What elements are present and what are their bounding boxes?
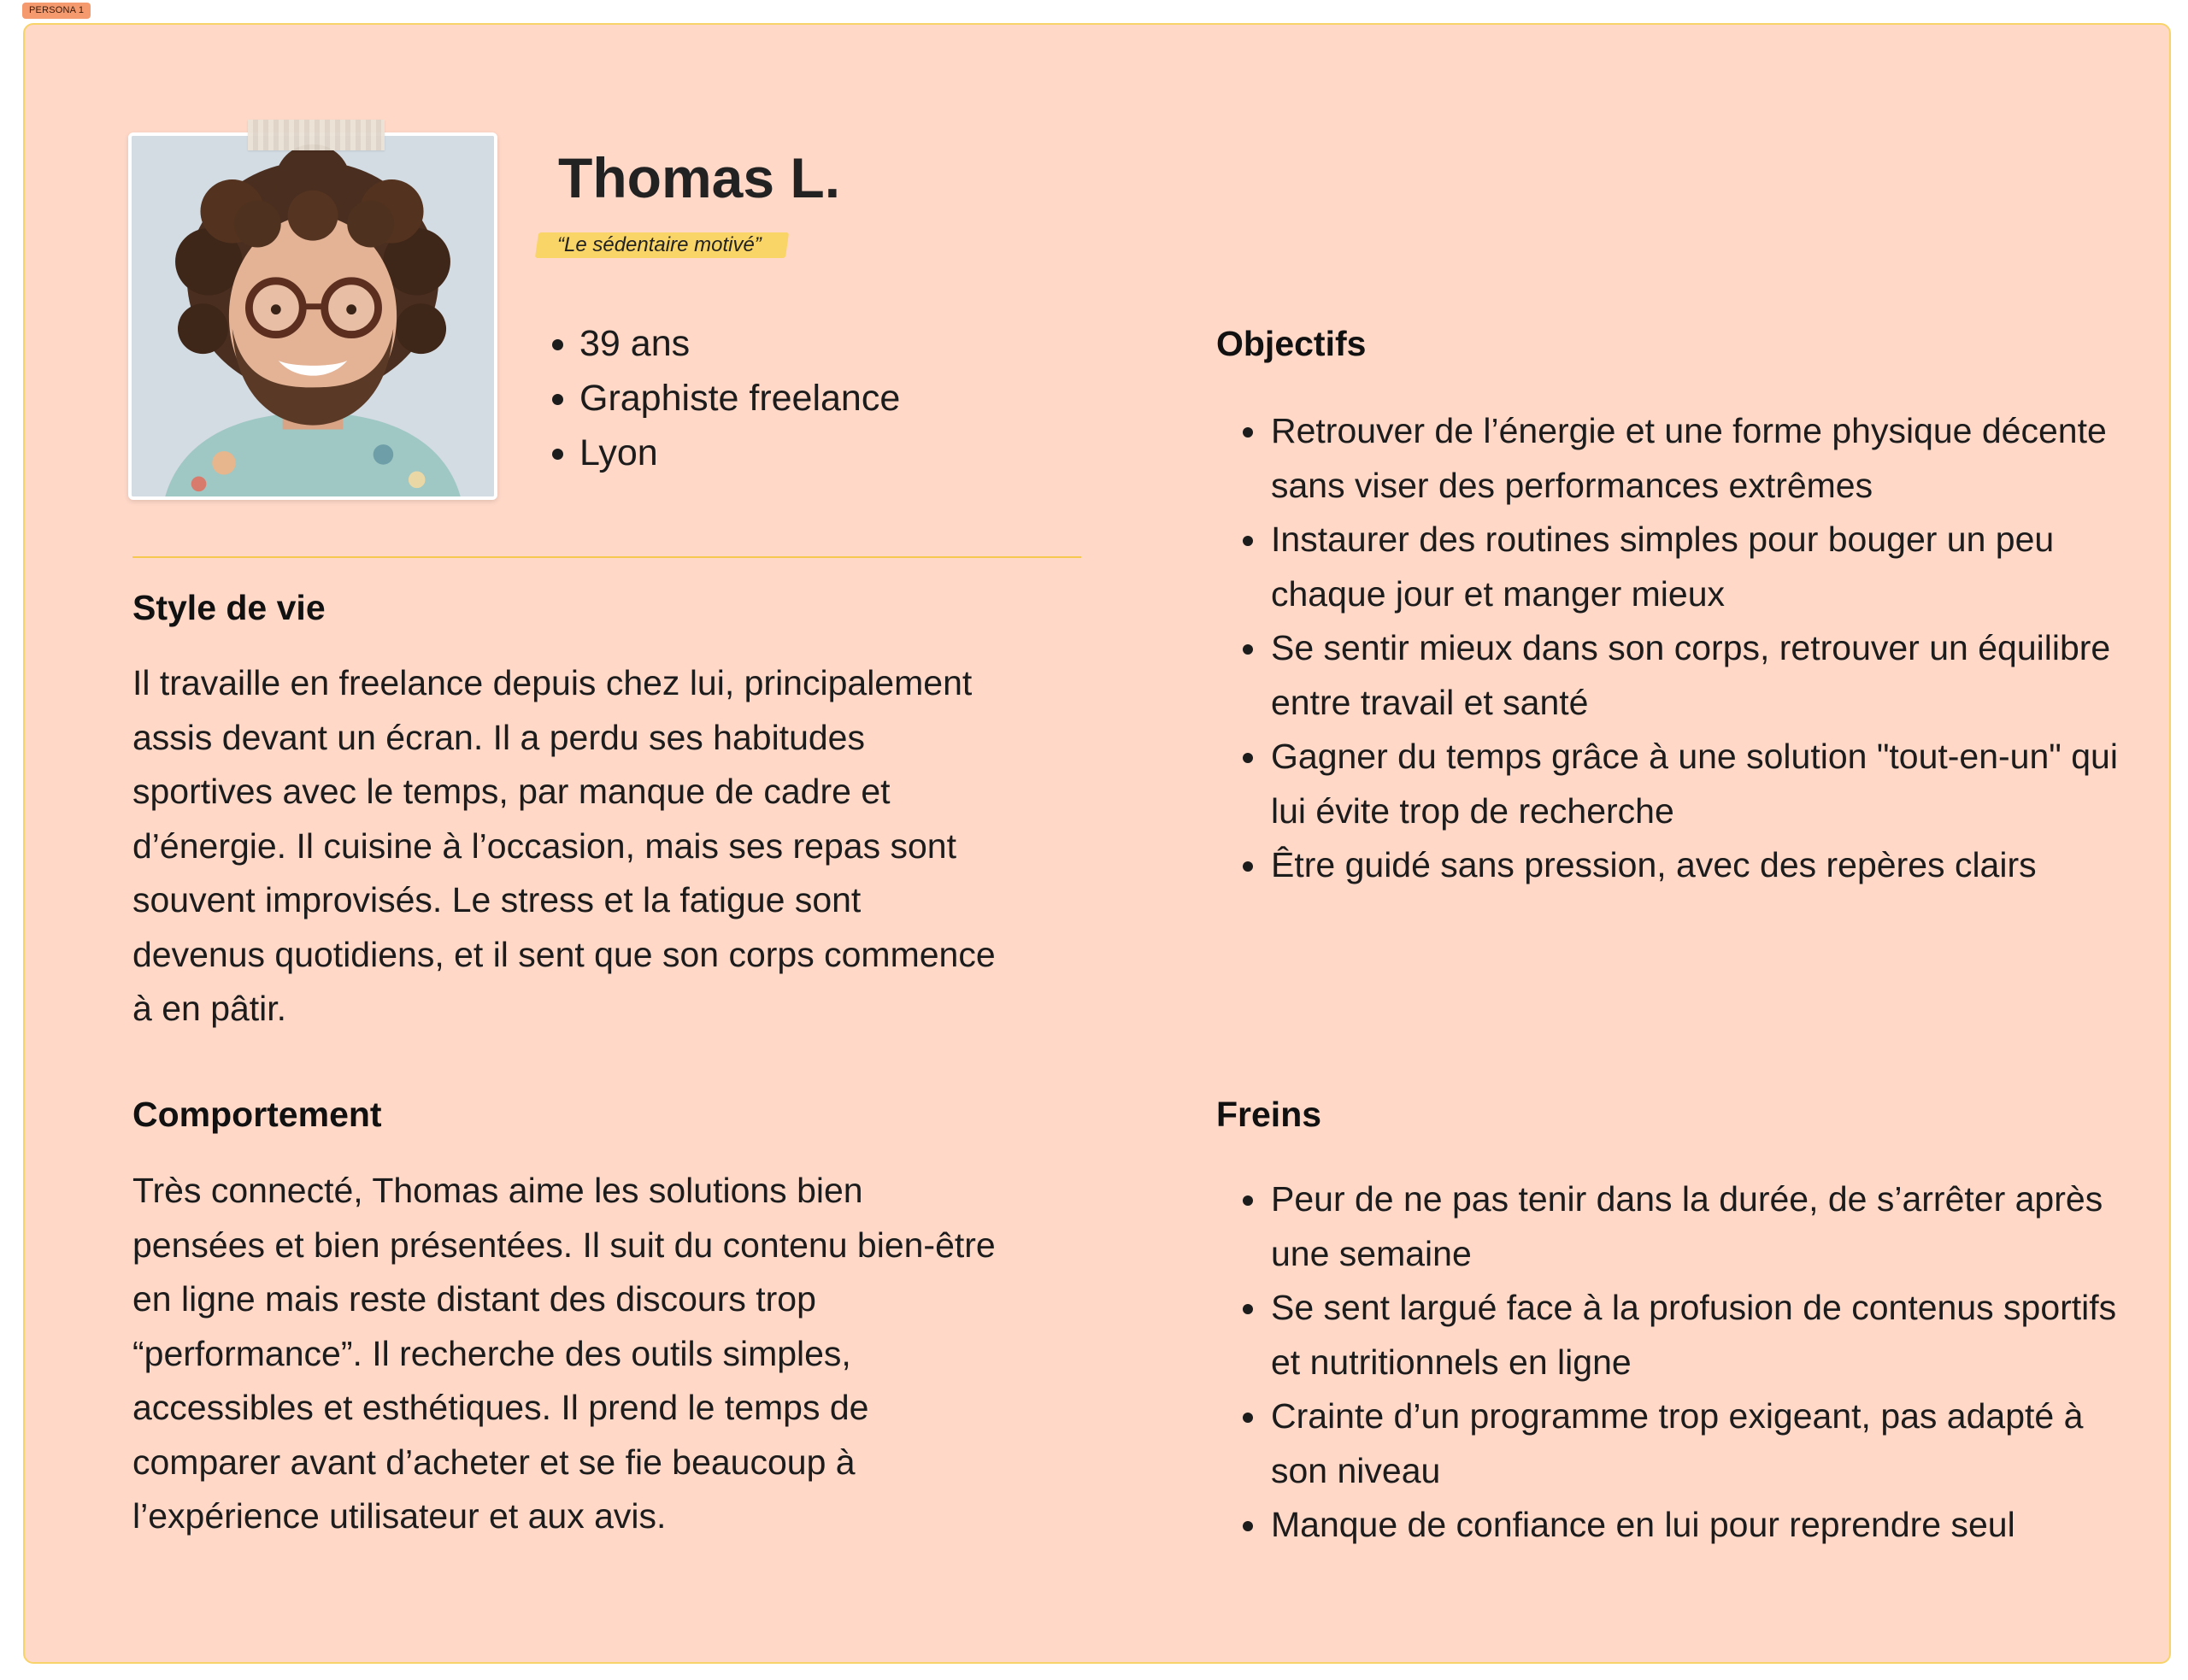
goal-item: • Être guidé sans pression, avec des repères clairs	[1269, 838, 2141, 893]
behavior-text: Très connecté, Thomas aime les solutions bien pensées et bien présentées. Il suit du contenu bien-être en ligne mais reste distant des discours trop “performance”. Il recherche des outils simples, accessibles et esthétiques. Il prend le temps de comparer avant d’acheter et se fie beaucoup à l’expérience utilisateur et aux avis.	[132, 1171, 996, 1536]
lifestyle-heading: Style de vie	[132, 588, 326, 627]
goal-item: • Gagner du temps grâce à une solution "tout-en-un" qui lui évite trop de recherche	[1269, 730, 2141, 838]
section-divider	[132, 556, 1081, 558]
barrier-item: • Se sent largué face à la profusion de contenus sportifs et nutritionnels en ligne	[1269, 1281, 2141, 1389]
fact-city: • Lyon	[579, 426, 900, 480]
fact-age: • 39 ans	[579, 316, 900, 371]
photo-tape	[248, 120, 385, 150]
persona-facts	[547, 316, 900, 480]
barriers-heading: Freins	[1216, 1095, 1322, 1134]
behavior-heading: Comportement	[132, 1095, 382, 1134]
barrier-item: • Peur de ne pas tenir dans la durée, de s’arrêter après une semaine	[1269, 1172, 2141, 1281]
barriers-list	[1216, 1172, 2141, 1553]
persona-tagline: “Le sédentaire motivé”	[557, 233, 762, 256]
persona-name: Thomas L.	[558, 146, 841, 209]
persona-tagline-highlight	[535, 232, 789, 258]
frame-label[interactable]: PERSONA 1	[22, 3, 91, 19]
goals-heading: Objectifs	[1216, 324, 1367, 363]
goal-item: • Retrouver de l’énergie et une forme physique décente sans viser des performances extrêmes	[1269, 404, 2141, 513]
lifestyle-text: Il travaille en freelance depuis chez lui, principalement assis devant un écran. Il a perdu ses habitudes sportives avec le temps, par manque de cadre et d’énergie. Il cuisine à l’occasion, mais ses repas sont souvent improvisés. Le stress et la fatigue sont devenus quotidiens, et il sent que son corps commence à en pâtir.	[132, 663, 996, 1028]
barrier-item: • Crainte d’un programme trop exigeant, pas adapté à son niveau	[1269, 1389, 2141, 1498]
persona-photo	[128, 132, 497, 500]
goal-item: • Instaurer des routines simples pour bouger un peu chaque jour et manger mieux	[1269, 513, 2141, 621]
goal-item: • Se sentir mieux dans son corps, retrouver un équilibre entre travail et santé	[1269, 621, 2141, 730]
goals-list	[1216, 404, 2141, 893]
fact-job: • Graphiste freelance	[579, 371, 900, 426]
barrier-item: • Manque de confiance en lui pour reprendre seul	[1269, 1498, 2141, 1553]
